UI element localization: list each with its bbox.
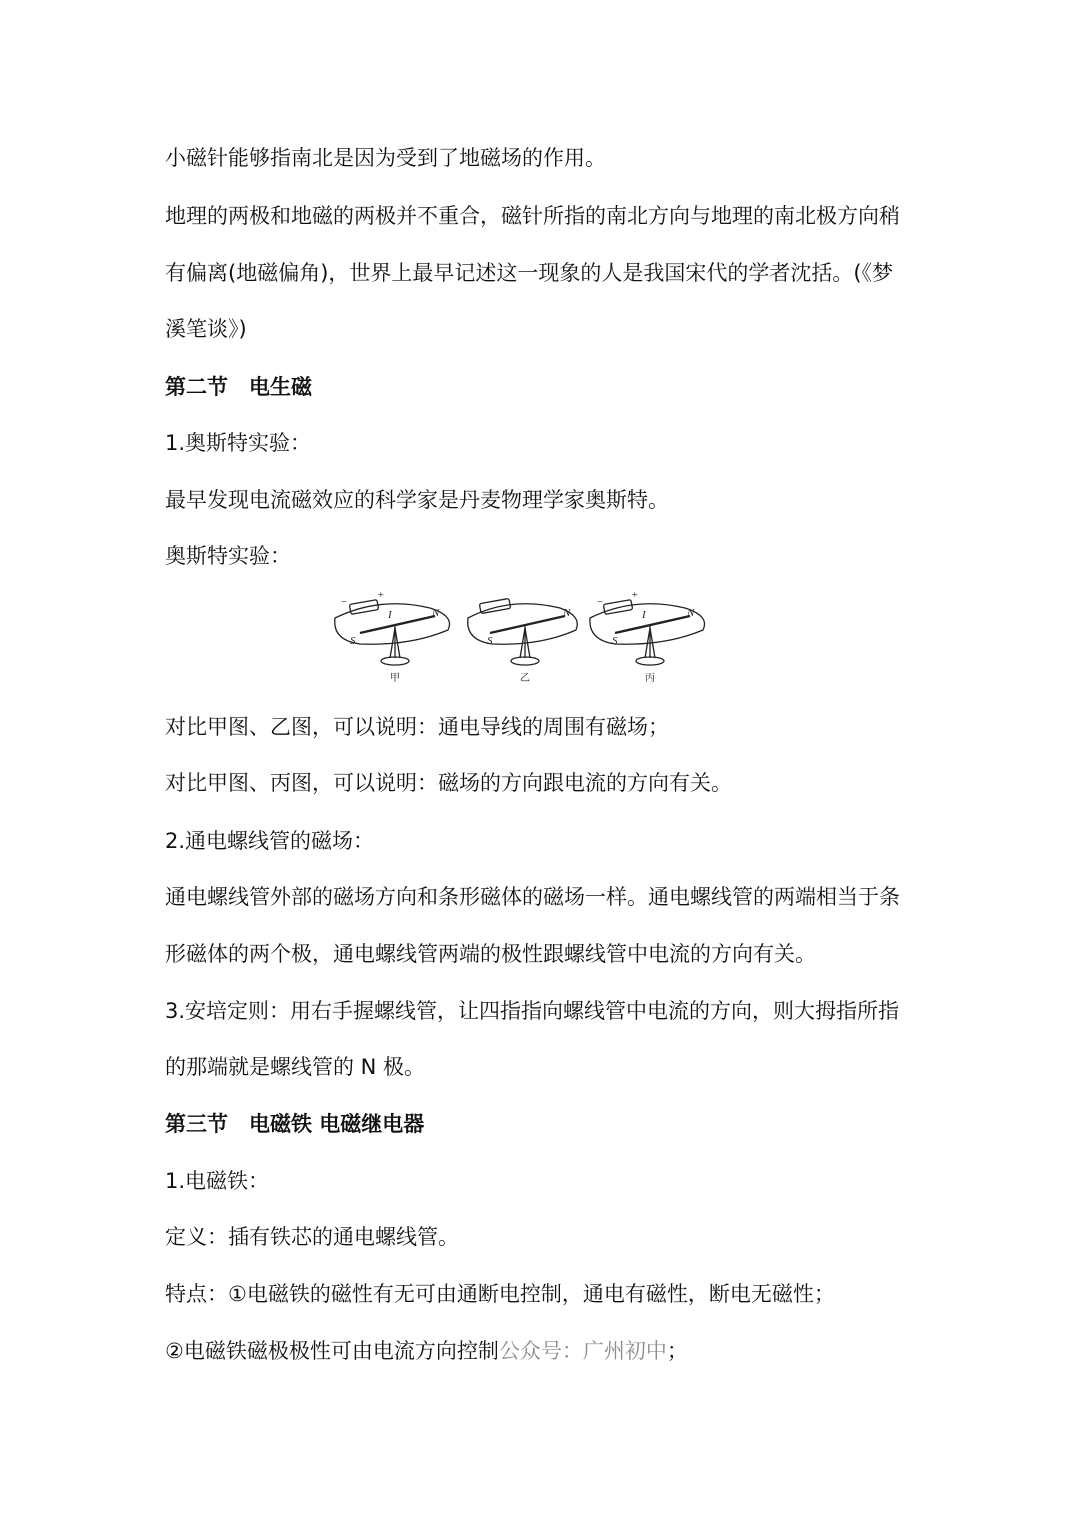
oersted-figure-svg	[320, 588, 720, 688]
fig-caption-bing: 丙	[645, 673, 655, 684]
fig-caption-jia: 甲	[390, 673, 400, 684]
fig-bing-north: N	[687, 607, 695, 619]
text-line-ampere-1: 3.安培定则：用右手握螺线管，让四指指向螺线管中电流的方向，则大拇指所指	[165, 999, 900, 1023]
fig-bing-plus: +	[631, 589, 639, 601]
text-line-declination-3: 溪笔谈》)	[165, 317, 247, 341]
text-line-solenoid-2: 形磁体的两个极，通电螺线管两端的极性跟螺线管中电流的方向有关。	[165, 942, 816, 966]
text-line-compare-jia-bing: 对比甲图、丙图，可以说明：磁场的方向跟电流的方向有关。	[165, 771, 732, 795]
fig-caption-yi: 乙	[520, 673, 530, 684]
figure-panel-yi	[468, 598, 578, 665]
fig-bing-south: S	[612, 635, 618, 647]
fig-yi-north: N	[563, 607, 571, 619]
text-line-declination-2: 有偏离(地磁偏角)，世界上最早记述这一现象的人是我国宋代的学者沈括。(《梦	[165, 261, 894, 285]
text-line-oersted-title: 1.奥斯特实验：	[165, 431, 312, 455]
fig-yi-south: S	[487, 635, 493, 647]
text-line-oersted-experiment: 奥斯特实验：	[165, 544, 291, 568]
fig-jia-north: N	[432, 607, 440, 619]
oersted-experiment-figure	[320, 588, 720, 688]
fig-bing-minus: −	[596, 596, 604, 608]
text-line-electromagnet-title: 1.电磁铁：	[165, 1169, 270, 1193]
text-line-electromagnet-feature-2	[165, 1336, 925, 1366]
fig-jia-south: S	[350, 635, 356, 647]
text-line-electromagnet-definition: 定义：插有铁芯的通电螺线管。	[165, 1225, 459, 1249]
text-line-compare-jia-yi: 对比甲图、乙图，可以说明：通电导线的周围有磁场；	[165, 715, 669, 739]
text-line-declination-1: 地理的两极和地磁的两极并不重合，磁针所指的南北方向与地理的南北极方向稍	[165, 204, 900, 228]
text-line-solenoid-title: 2.通电螺线管的磁场：	[165, 829, 375, 853]
text-line-solenoid-1: 通电螺线管外部的磁场方向和条形磁体的磁场一样。通电螺线管的两端相当于条	[165, 885, 900, 909]
fig-jia-plus: +	[377, 589, 385, 601]
watermark-text: 公众号：广州初中	[498, 1339, 667, 1363]
section-heading-3: 第三节 电磁铁 电磁继电器	[165, 1112, 425, 1136]
feature-2-suffix: ；	[666, 1339, 688, 1363]
text-line-ampere-2: 的那端就是螺线管的 N 极。	[165, 1055, 426, 1079]
text-line-oersted-scientist: 最早发现电流磁效应的科学家是丹麦物理学家奥斯特。	[165, 488, 669, 512]
fig-jia-current: I	[388, 609, 392, 621]
section-heading-2: 第二节 电生磁	[165, 375, 312, 399]
fig-bing-current: I	[642, 609, 646, 621]
feature-2-text: ②电磁铁磁极极性可由电流方向控制	[165, 1339, 499, 1363]
text-line-compass: 小磁针能够指南北是因为受到了地磁场的作用。	[165, 146, 606, 170]
text-line-electromagnet-feature-1: 特点：①电磁铁的磁性有无可由通断电控制，通电有磁性，断电无磁性；	[165, 1282, 835, 1306]
fig-jia-minus: −	[340, 596, 348, 608]
